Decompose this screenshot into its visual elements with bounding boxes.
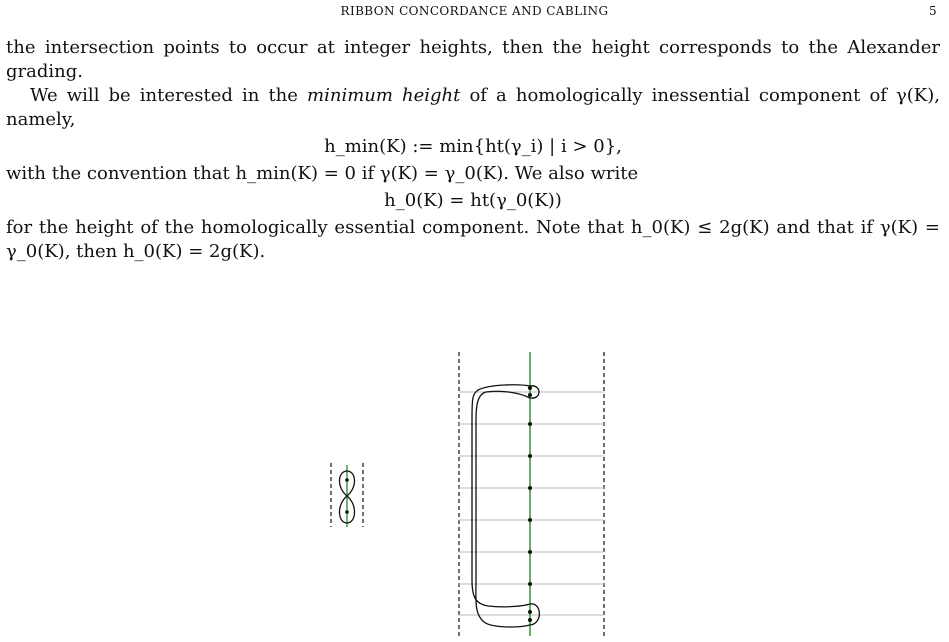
intersection-point: [528, 618, 532, 622]
page-number: 5: [928, 4, 937, 18]
paragraph-3: with the convention that h_min(K) = 0 if γ(K) = γ_0(K). We also write: [6, 163, 639, 184]
intersection-point: [528, 582, 532, 586]
intersection-point: [528, 422, 532, 426]
emphasis-minimum-height: minimum height: [307, 85, 461, 106]
small-point-lower: [345, 510, 349, 514]
outer-curve: [472, 385, 539, 627]
small-figure: [331, 463, 363, 527]
paragraph-4: for the height of the homologically essential component. Note that h_0(K) ≤ 2g(K) and that if γ(K) = γ_0(K), then h_0(K) = 2g(K).: [6, 217, 940, 262]
header-title: RIBBON CONCORDANCE AND CABLING: [340, 4, 609, 18]
height-lines: [459, 392, 604, 615]
paragraph-2-end: of a homologically inessential component of γ(K), namely,: [6, 85, 940, 130]
intersection-point: [528, 486, 532, 490]
small-point-upper: [345, 478, 349, 482]
intersection-point: [528, 393, 532, 397]
paragraph-1: the intersection points to occur at integer heights, then the height corresponds to the Alexander grading.: [6, 37, 940, 82]
intersection-point: [528, 454, 532, 458]
equation-hmin: h_min(K) := min{ht(γ_i) | i > 0},: [324, 136, 622, 157]
large-figure: [459, 352, 604, 636]
paragraph-2-start: We will be interested in the: [30, 85, 308, 106]
equation-h0: h_0(K) = ht(γ_0(K)): [384, 190, 562, 211]
intersection-point: [528, 518, 532, 522]
intersection-point: [528, 610, 532, 614]
intersection-point: [528, 550, 532, 554]
intersection-point: [528, 386, 532, 390]
